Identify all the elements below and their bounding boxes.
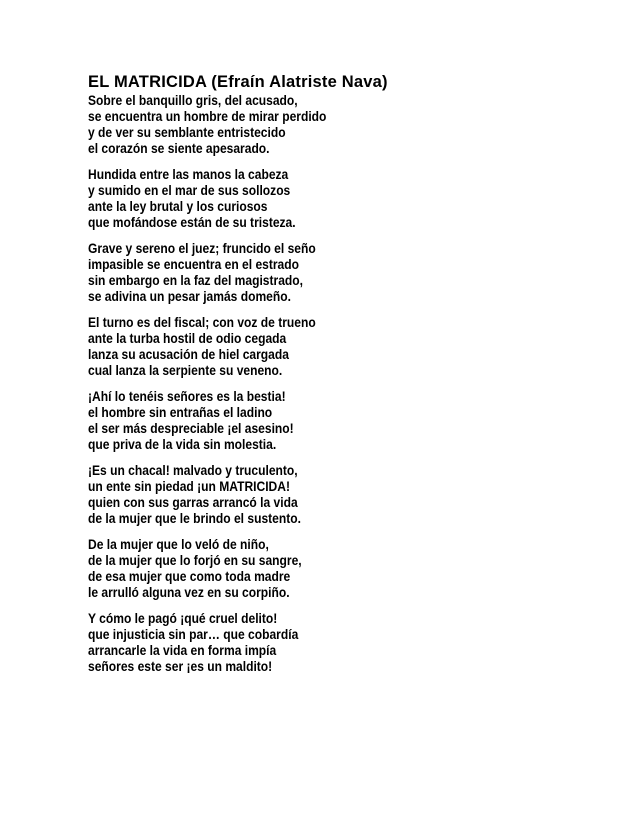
poem-line: de esa mujer que como toda madre (88, 569, 291, 584)
poem-line: arrancarle la vida en forma impía (88, 643, 277, 658)
poem-line: El turno es del fiscal; con voz de trueno (88, 315, 316, 330)
poem-line: le arrulló alguna vez en su corpiño. (88, 585, 290, 600)
poem-line: que injusticia sin par… que cobardía (88, 627, 299, 642)
poem-title: EL MATRICIDA (Efraín Alatriste Nava) (88, 73, 388, 91)
stanza-6 (88, 463, 588, 527)
poem-line: y sumido en el mar de sus sollozos (88, 183, 291, 198)
poem-line: de la mujer que lo forjó en su sangre, (88, 553, 302, 568)
poem-line: se adivina un pesar jamás domeño. (88, 289, 291, 304)
poem-line: se encuentra un hombre de mirar perdido (88, 109, 327, 124)
poem-line: el hombre sin entrañas el ladino (88, 405, 273, 420)
poem-line: y de ver su semblante entristecido (88, 125, 286, 140)
poem-line: de la mujer que le brindo el sustento. (88, 511, 301, 526)
stanza-1 (88, 93, 588, 157)
stanza-5 (88, 389, 588, 453)
stanza-8 (88, 611, 588, 675)
stanza-4 (88, 315, 588, 379)
stanza-7 (88, 537, 588, 601)
poem-line: Sobre el banquillo gris, del acusado, (88, 93, 298, 108)
poem-line: señores este ser ¡es un maldito! (88, 659, 273, 674)
document-page (88, 72, 588, 685)
poem-line: Y cómo le pagó ¡qué cruel delito! (88, 611, 278, 626)
poem-line: sin embargo en la faz del magistrado, (88, 273, 303, 288)
poem-line: impasible se encuentra en el estrado (88, 257, 299, 272)
poem-line: que mofándose están de su tristeza. (88, 215, 296, 230)
poem-line: un ente sin piedad ¡un MATRICIDA! (88, 479, 290, 494)
poem-line: el corazón se siente apesarado. (88, 141, 270, 156)
poem-line: De la mujer que lo veló de niño, (88, 537, 269, 552)
poem-line: lanza su acusación de hiel cargada (88, 347, 289, 362)
poem-line: el ser más despreciable ¡el asesino! (88, 421, 294, 436)
poem-line: ante la turba hostil de odio cegada (88, 331, 287, 346)
poem-line: Grave y sereno el juez; fruncido el seño (88, 241, 316, 256)
poem-line: quien con sus garras arrancó la vida (88, 495, 298, 510)
stanza-2 (88, 167, 588, 231)
poem-line: cual lanza la serpiente su veneno. (88, 363, 283, 378)
poem-line: ante la ley brutal y los curiosos (88, 199, 268, 214)
poem-line: Hundida entre las manos la cabeza (88, 167, 289, 182)
stanza-3 (88, 241, 588, 305)
poem-line: que priva de la vida sin molestia. (88, 437, 277, 452)
poem-line: ¡Es un chacal! malvado y truculento, (88, 463, 298, 478)
poem-line: ¡Ahí lo tenéis señores es la bestia! (88, 389, 286, 404)
